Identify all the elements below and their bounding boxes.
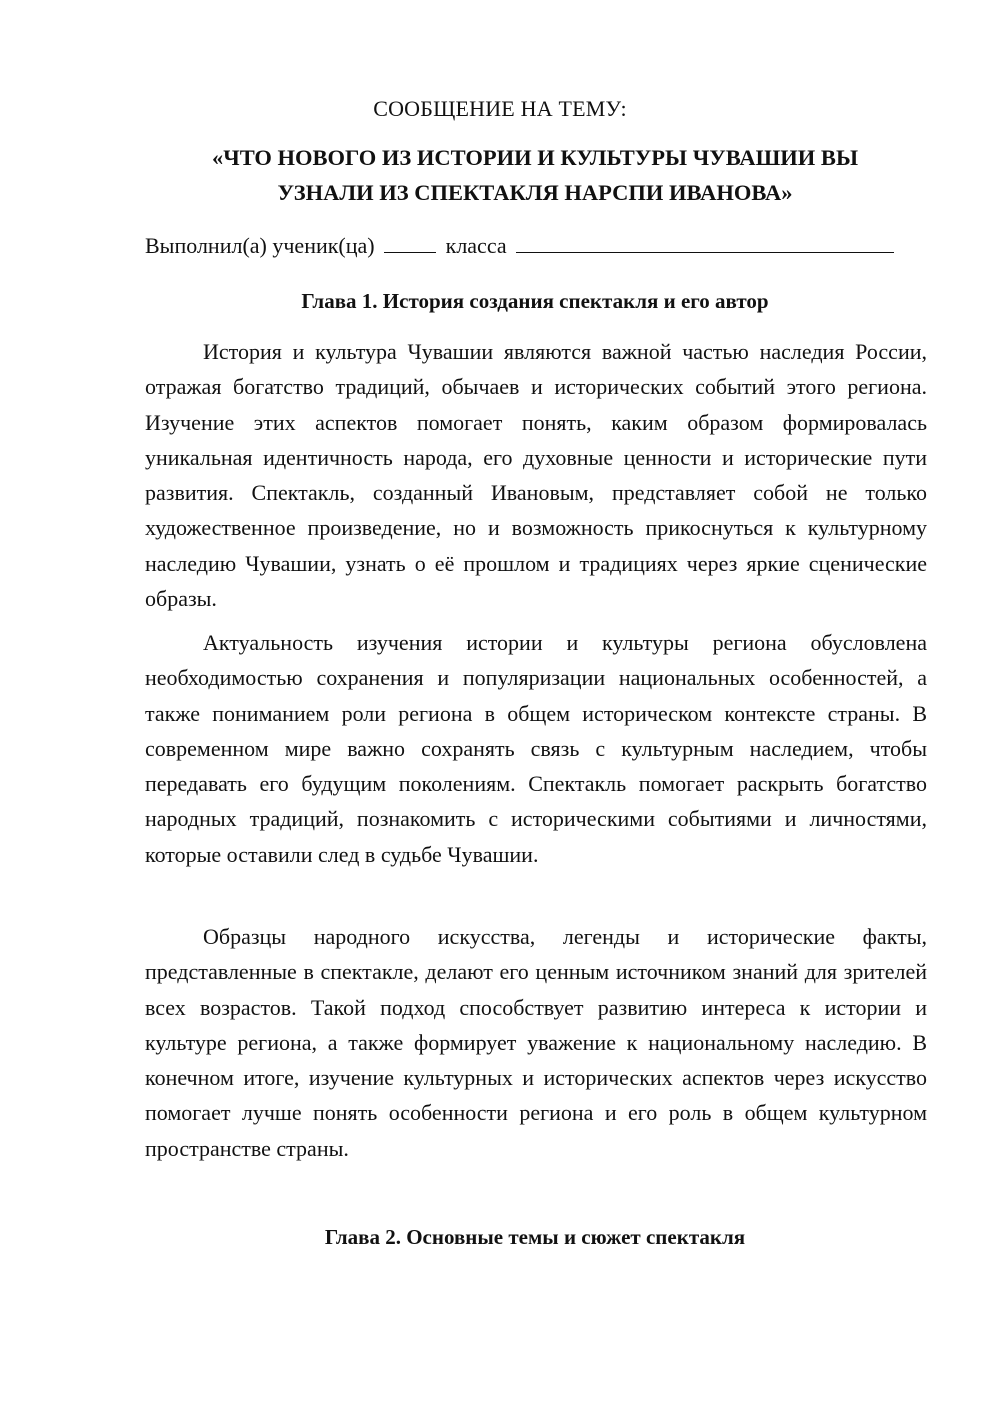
author-class-word: класса: [445, 233, 507, 258]
student-name-blank: [516, 234, 894, 253]
document-header: СООБЩЕНИЕ НА ТЕМУ:: [373, 96, 627, 121]
class-number-blank: [384, 234, 436, 253]
document-title: [100, 140, 970, 210]
chapter-2-heading: Глава 2. Основные темы и сюжет спектакля: [324, 1225, 746, 1249]
title-line-2: УЗНАЛИ ИЗ СПЕКТАКЛЯ НАРСПИ ИВАНОВА»: [277, 180, 793, 205]
paragraph-1: История и культура Чувашии являются важной частью наследия России, отражая богатство традиций, обычаев и исторических событий этого региона. Изучение этих аспектов помогает понять, каким образом формировалась уникальная идентичность народа, его духовные ценности и исторические пути развития. Спектакль, созданный Ивановым, представляет собой не только художественное произведение, но и возможность прикоснуться к культурному наследию Чувашии, узнать о её прошлом и традициях через яркие сценические образы.: [145, 339, 927, 612]
author-prefix: Выполнил(а) ученик(ца): [145, 233, 375, 258]
title-line-1: «ЧТО НОВОГО ИЗ ИСТОРИИ И КУЛЬТУРЫ ЧУВАШИИ ВЫ: [211, 145, 859, 170]
chapter-1-heading: Глава 1. История создания спектакля и его автор: [301, 289, 769, 313]
author-line: [145, 233, 894, 259]
paragraph-2: Актуальность изучения истории и культуры региона обусловлена необходимостью сохранения и популяризации национальных особенностей, а также пониманием роли региона в общем историческом контексте страны. В современном мире важно сохранять связь с культурным наследием, чтобы передавать его будущим поколениям. Спектакль помогает раскрыть богатство народных традиций, познакомить с историческими событиями и личностями, которые оставили след в судьбе Чувашии.: [145, 630, 927, 867]
paragraph-3: Образцы народного искусства, легенды и исторические факты, представленные в спектакле, делают его ценным источником знаний для зрителей всех возрастов. Такой подход способствует развитию интереса к истории и культуре региона, а также формирует уважение к национальному наследию. В конечном итоге, изучение культурных и исторических аспектов через искусство помогает лучше понять особенности региона и его роль в общем культурном пространстве страны.: [145, 924, 927, 1161]
